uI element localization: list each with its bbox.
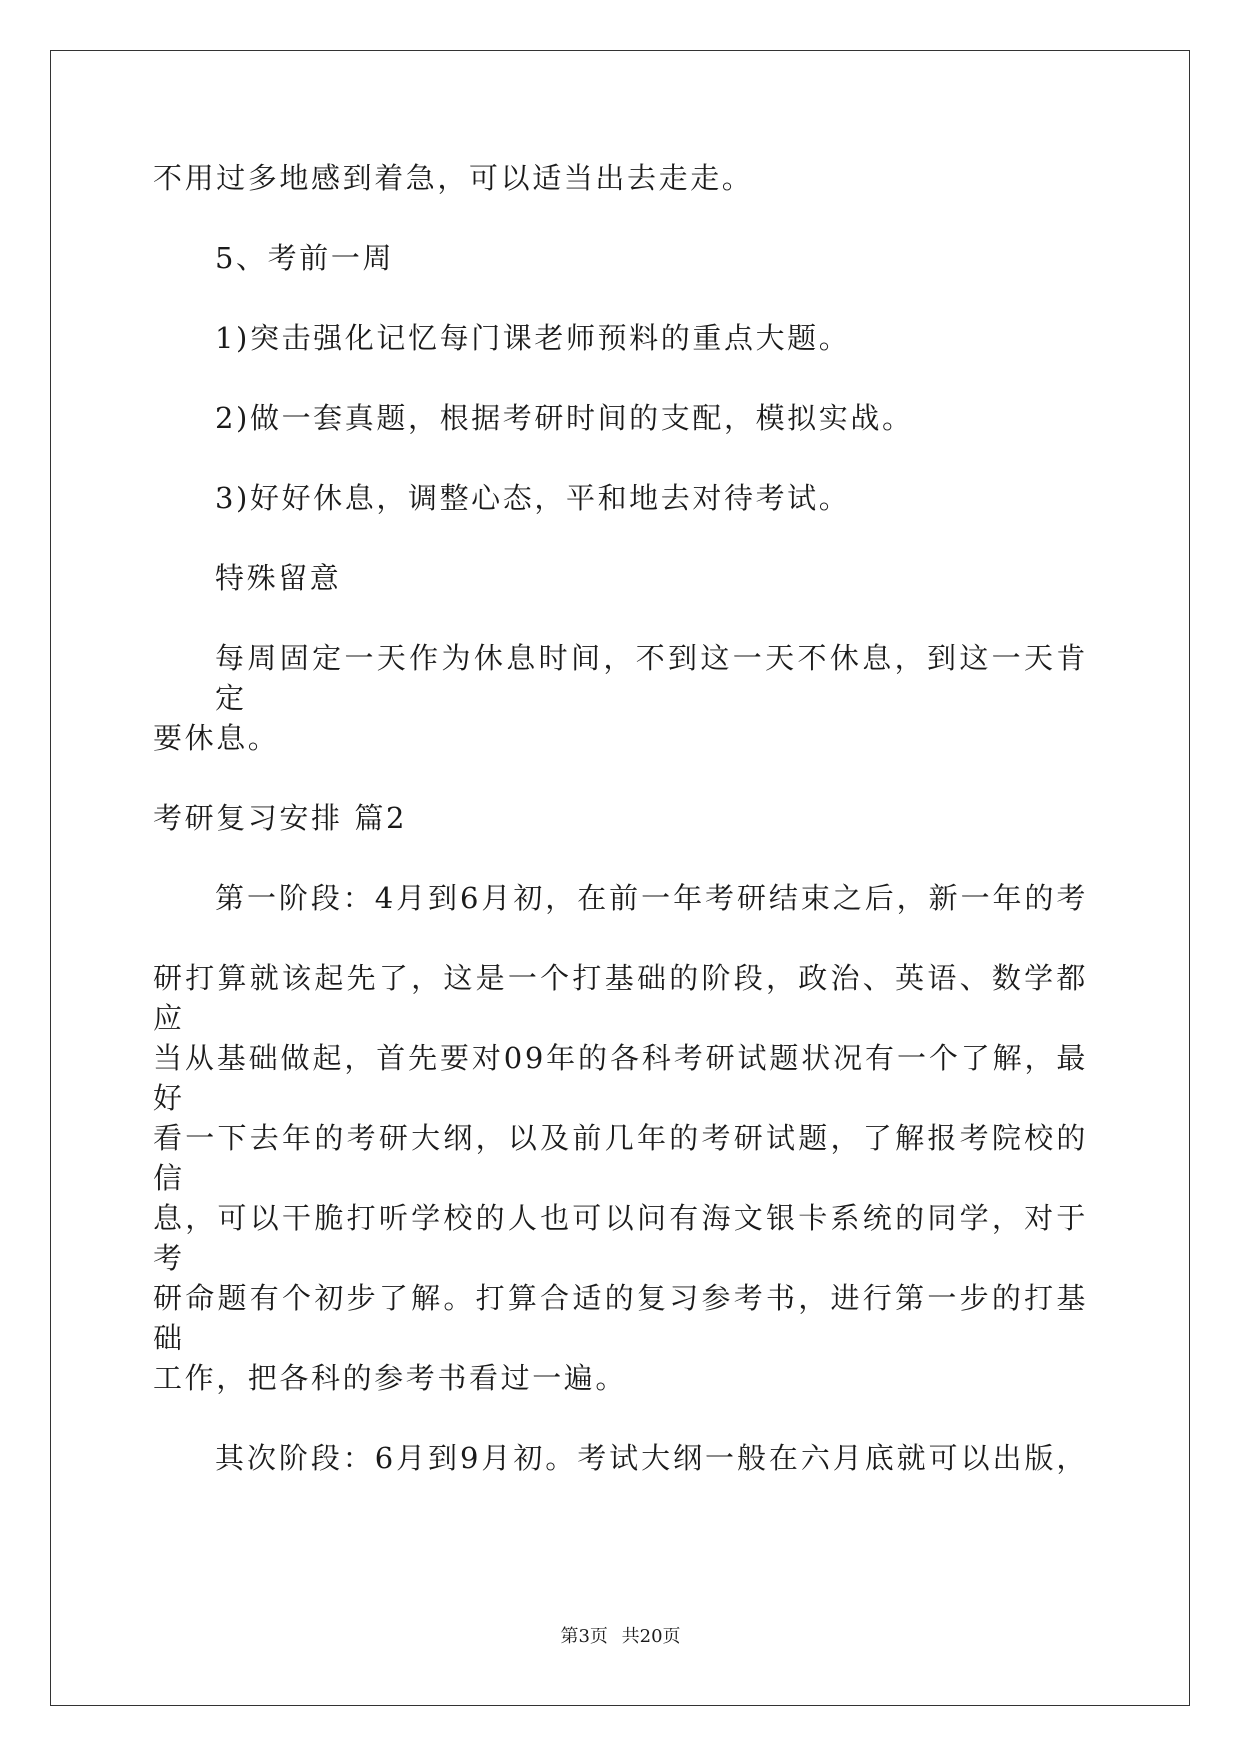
paragraph-line: 其次阶段：6月到9月初。考试大纲一般在六月底就可以出版， — [215, 1441, 1088, 1475]
text-line-1: 不用过多地感到着急，可以适当出去走走。 — [153, 161, 754, 195]
page-total: 共20页 — [621, 1626, 681, 1647]
paragraph-line: 研命题有个初步了解。打算合适的复习参考书，进行第一步的打基础 — [153, 1281, 1088, 1355]
paragraph-line: 要休息。 — [153, 721, 280, 755]
paragraph-line: 看一下去年的考研大纲，以及前几年的考研试题，了解报考院校的信 — [153, 1121, 1088, 1195]
paragraph-line: 工作，把各科的参考书看过一遍。 — [153, 1361, 628, 1395]
paragraph-line: 息，可以干脆打听学校的人也可以问有海文银卡系统的同学，对于考 — [153, 1201, 1088, 1275]
paragraph-line: 研打算就该起先了，这是一个打基础的阶段，政治、英语、数学都应 — [153, 961, 1088, 1035]
section-heading-special-notes: 特殊留意 — [215, 561, 342, 595]
paragraph-line: 每周固定一天作为休息时间，不到这一天不休息，到这一天肯定 — [215, 641, 1088, 715]
list-heading-exam-week: 5、考前一周 — [215, 241, 395, 275]
list-item-2: 2)做一套真题，根据考研时间的支配，模拟实战。 — [215, 401, 914, 435]
list-item-1: 1)突击强化记忆每门课老师预料的重点大题。 — [215, 321, 851, 355]
page-footer — [0, 1622, 1241, 1648]
paragraph-line: 当从基础做起，首先要对09年的各科考研试题状况有一个了解，最好 — [153, 1041, 1088, 1115]
document-body — [153, 158, 1088, 1518]
page-number: 第3页 — [560, 1626, 608, 1647]
list-item-3: 3)好好休息，调整心态，平和地去对待考试。 — [215, 481, 851, 515]
article-title: 考研复习安排 篇2 — [153, 801, 408, 835]
paragraph-line: 第一阶段：4月到6月初，在前一年考研结束之后，新一年的考 — [215, 881, 1088, 915]
